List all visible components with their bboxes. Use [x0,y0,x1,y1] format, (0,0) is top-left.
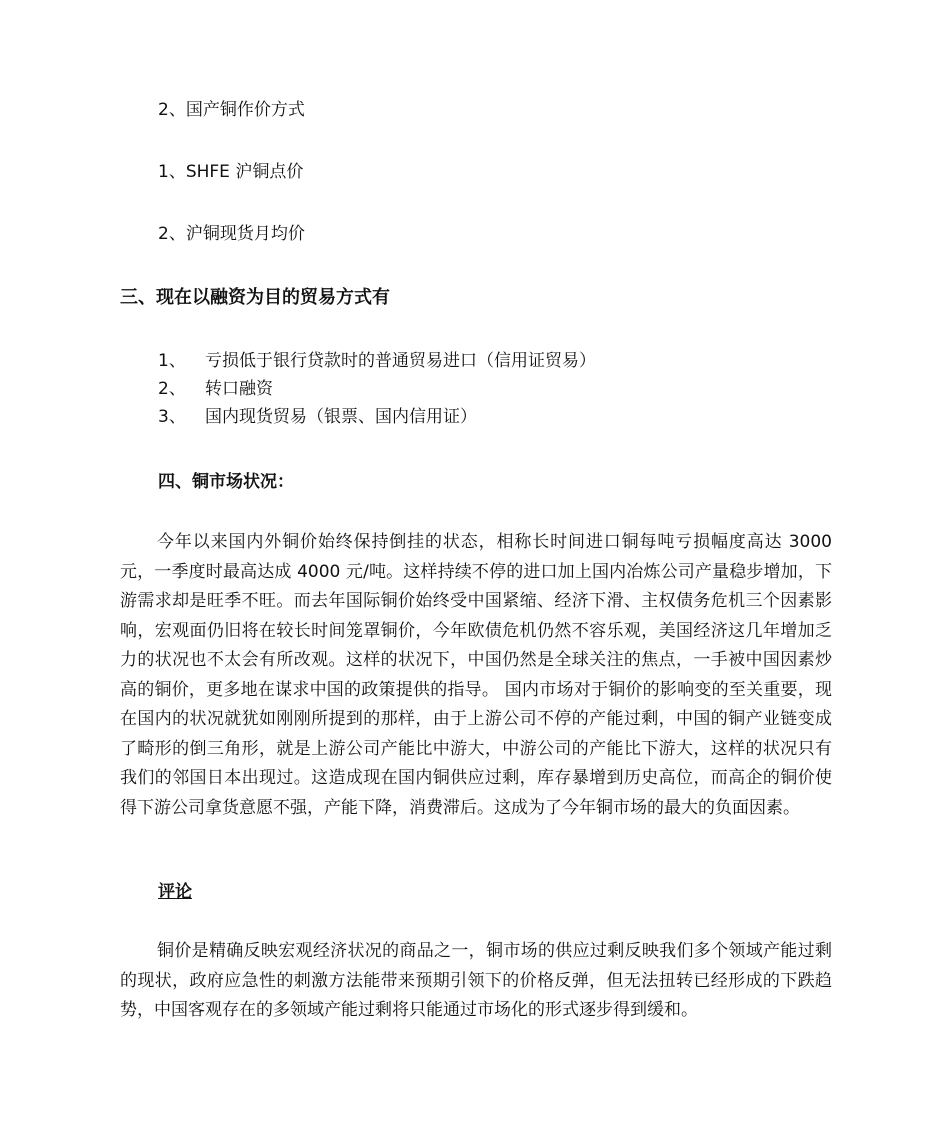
monthly-average-item: 2、沪铜现货月均价 [158,224,305,244]
section-3-title: 三、现在以融资为目的贸易方式有 [120,287,390,308]
list-item-1-number: 1、 [158,351,186,371]
list-item-1-text: 亏损低于银行贷款时的普通贸易进口（信用证贸易） [205,351,596,371]
section-4-title: 四、铜市场状况： [158,472,294,492]
shfe-pricing-item: 1、SHFE 沪铜点价 [158,162,304,182]
list-item-3-number: 3、 [158,407,186,427]
copper-market-paragraph: 今年以来国内外铜价始终保持倒挂的状态，相称长时间进口铜每吨亏损幅度高达 3000 元，一季度时最高达成 4000 元/吨。这样持续不停的进口加上国内冶炼公司产量稳步增加，下游需求却是旺季不旺。而去年国际铜价始终受中国紧缩、经济下滑、主权债务危机三个因素影响，宏观面仍旧将在较长时间笼罩铜价，今年欧债危机仍然不容乐观，美国经济这几年增加乏力的状况也不太会有所改观。这样的状况下，中国仍然是全球关注的焦点，一手被中国因素炒高的铜价，更多地在谋求中国的政策提供的指导。 国内市场对于铜价的影响变的至关重要，现在国内的状况就犹如刚刚所提到的那样，由于上游公司不停的产能过剩，中国的铜产业链变成了畸形的倒三角形，就是上游公司产能比中游大，中游公司的产能比下游大，这样的状况只有我们的邻国日本出现过。这造成现在国内铜供应过剩，库存暴增到历史高位，而高企的铜价使得下游公司拿货意愿不强，产能下降，消费滞后。这成为了今年铜市场的最大的负面因素。 [120,532,832,818]
pricing-method-heading: 2、国产铜作价方式 [158,100,305,120]
list-item-2-number: 2、 [158,379,186,399]
review-paragraph: 铜价是精确反映宏观经济状况的商品之一，铜市场的供应过剩反映我们多个领域产能过剩的现状，政府应急性的刺激方法能带来预期引领下的价格反弹，但无法扭转已经形成的下跌趋势，中国客观存在的多领域产能过剩将只能通过市场化的形式逐步得到缓和。 [120,941,832,1020]
list-item-3-text: 国内现货贸易（银票、国内信用证） [205,407,477,427]
review-title: 评论 [158,882,192,902]
list-item-2-text: 转口融资 [205,379,273,399]
